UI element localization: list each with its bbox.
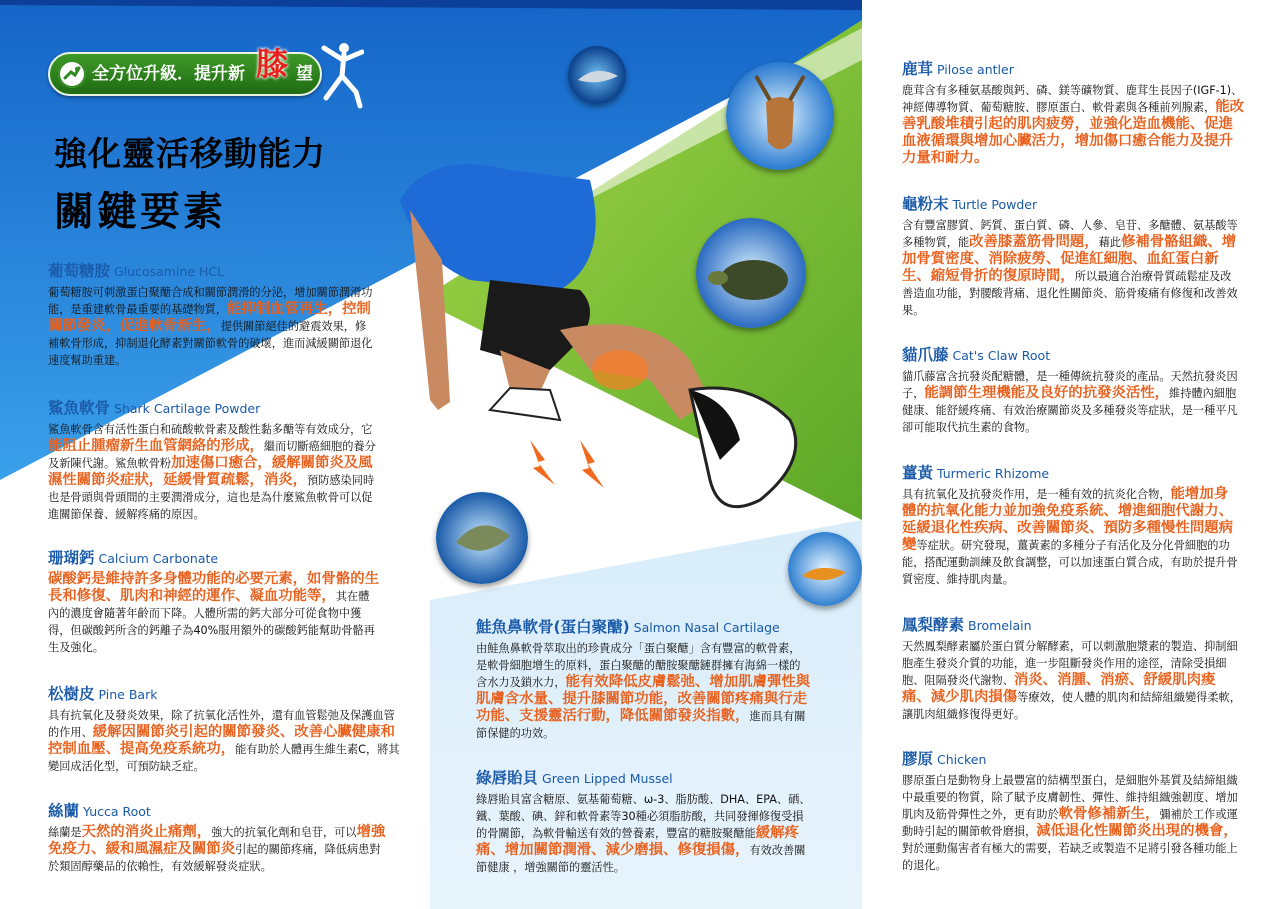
body-text: 提供關節絕佳的避震效果，修補軟骨形成，抑制退化酵素對關節軟骨的破壞，進而減緩關節退化速度幫助重建。 [48,320,373,367]
body-text: 有效改善關節健康 ，增強關節的靈活性。 [476,844,806,874]
title-zh: 綠唇貽貝 [476,769,539,787]
title-zh: 鳳梨酵素 [902,616,965,634]
title-en: Green Lipped Mussel [542,771,673,786]
title-zh: 薑黃 [902,464,934,482]
section-bromelain [902,614,1242,723]
title-zh: 珊瑚鈣 [48,549,95,567]
body-text: 能有助於人體再生維生素C，將其變回成活化型，可預防缺乏症。 [48,743,400,773]
body-highlight: 軟骨修補新生， [1058,806,1160,822]
body-text: 葡萄糖胺可刺激蛋白聚醣合成和關節潤滑的分泌，增加關節潤滑功能，是重建軟骨最重要的基礎物質， [48,286,373,316]
body-highlight: 能改善乳酸堆積引起的肌肉疲勞，並強化造血機能、促進血液循環與增加心臟活力，增加傷口癒合能力及提升力量和耐力。 [902,99,1245,166]
body-highlight: 修補骨骼組織、增加骨質密度、消除疲勞、促進紅細胞、血紅蛋白新生、縮短骨折的復原時間， [902,234,1237,284]
section-body [902,217,1242,319]
yoga-pose-icon [318,40,364,110]
body-highlight: 能增加身體的抗氧化能力並加強免疫系統、增進細胞代謝力、延緩退化性疾病、改善關節炎、預防多種慢性問題病變 [902,486,1233,553]
body-text: 其在體內的濃度會隨著年齡而下降。人體所需的鈣大部分可從食物中獲得，但碳酸鈣所含的鈣離子為40%服用額外的碳酸鈣能幫助骨骼再生及強化。 [48,590,375,654]
title-en: Chicken [937,752,987,767]
section-body [902,638,1242,723]
body-text: 膠原蛋白是動物身上最豐富的結構型蛋白，是細胞外基質及結締組織中最重要的物質，除了賦予皮膚韌性、彈性、維持組織強韌度、增加肌肉及筋骨彈性之外，更有助於 [902,774,1238,821]
section-salmon [476,616,811,742]
section-title [48,260,373,283]
title-zh: 龜粉末 [902,195,949,213]
title-zh: 鹿茸 [902,60,934,78]
badge-tail-char: 望 [296,64,313,84]
turtle-image [696,218,806,328]
body-highlight: 能阻止腫瘤新生血管網絡的形成， [48,438,264,454]
body-text: 繼而切斷癌細胞的養分及新陳代謝。鯊魚軟骨粉 [48,440,376,470]
section-body [48,571,380,656]
title-zh: 葡萄糖胺 [48,262,111,280]
title-en: Cat's Claw Root [952,348,1051,363]
body-text: 天然鳳梨酵素屬於蛋白質分解酵素，可以刺激胞漿素的製造、抑制細胞產生發炎介質的功能，進一步阻斷發炎作用的途徑，清除受損細胞、阻隔發炎代謝物、 [902,640,1238,687]
section-pinebark [48,683,403,775]
headline-line2: 關鍵要素 [54,189,226,235]
title-en: Yucca Root [83,804,151,819]
body-text: 引起的關節疼痛，降低病患對於類固醇藥品的依賴性，有效緩解發炎症狀。 [48,843,381,873]
title-en: Pilose antler [937,62,1014,77]
title-zh: 松樹皮 [48,685,95,703]
section-glucosamine [48,260,373,369]
section-title [902,193,1242,216]
headline-line1: 強化靈活移動能力 [54,134,326,173]
section-body [476,791,811,876]
section-title [48,397,380,420]
title-zh: 絲蘭 [48,802,80,820]
body-highlight: 消炎、消腫、消瘀、舒緩肌肉痠痛、減少肌肉損傷 [902,672,1216,705]
section-title [48,683,403,706]
title-en: Pine Bark [98,687,158,702]
runner-illustration [390,140,840,540]
deer-image [726,62,834,170]
body-text: 對於運動傷害者有極大的需要，若缺乏或製造不足將引發各種功能上的退化。 [902,842,1238,872]
title-en: Calcium Carbonate [98,551,219,566]
section-body [48,707,403,775]
section-title [902,58,1247,81]
section-title [902,614,1242,637]
section-body [902,486,1242,588]
section-body [48,284,373,369]
body-highlight: 能抑制血管再生，控制關節發炎，促進軟骨新生， [48,301,371,334]
body-highlight: 碳酸鈣是維持許多身體功能的必要元素，如骨骼的生長和修復、肌肉和神經的運作、凝血功能等， [48,571,379,604]
title-en: Turtle Powder [952,197,1038,212]
title-zh: 膠原 [902,750,934,768]
body-highlight: 改善膝蓋筋骨問題， [969,234,1099,250]
section-title [48,800,388,823]
section-collagen [902,748,1242,874]
body-text: 由鮭魚鼻軟骨萃取出的珍貴成分「蛋白聚醣」含有豐富的軟骨素，是軟骨細胞增生的原料，蛋白聚醣的醣胺聚醣鏈群擁有海綿一樣的含水力及鎖水力， [476,642,801,689]
body-highlight: 能調節生理機能及良好的抗發炎活性， [924,385,1170,401]
title-en: Glucosamine HCL [114,264,225,279]
section-body [902,368,1242,436]
body-text: 等症狀。研究發現，薑黃素的多種分子有活化及分化骨細胞的功能，搭配運動訓練及飲食調整，可以加速蛋白質合成，有助於提升骨質密度、維持肌肉量。 [902,539,1238,586]
section-body [902,772,1242,874]
body-text: 鹿茸含有多種氨基酸與鈣、磷、鎂等礦物質、鹿茸生長因子(IGF-1)、神經傳導物質、葡萄糖胺、膠原蛋白、軟骨素與各種前列腺素， [902,84,1243,114]
section-turmeric [902,462,1242,588]
body-text: 強大的抗氧化劑和皂苷，可以 [211,826,357,839]
body-text: 藉此 [1098,236,1122,249]
section-title [476,767,811,790]
runner-logo-icon [58,60,86,88]
body-text: 鯊魚軟骨含有活性蛋白和硫酸軟骨素及酸性黏多醣等有效成分，它 [48,423,373,436]
salmon-image [436,492,528,584]
body-text: 進而具有關節保健的功效。 [476,710,806,740]
body-text: 絲蘭是 [48,826,82,839]
section-title [902,344,1242,367]
section-title [48,547,380,570]
body-highlight: 加速傷口癒合，緩解關節炎及風濕性關節炎症狀，延緩骨質疏鬆，消炎， [48,455,373,488]
section-title [902,462,1242,485]
title-en: Turmeric Rhizome [937,466,1050,481]
section-turtle [902,193,1242,319]
section-antler [902,58,1247,167]
section-shark [48,397,380,523]
title-en: Bromelain [968,618,1032,633]
right-panel [862,0,1280,909]
slogan-badge [48,45,322,96]
body-highlight: 能有效降低皮膚鬆弛、增加肌膚彈性與肌膚含水量、提升膝關節功能，改善關節疼痛與行走功能、支援靈活行動，降低關節發炎指數， [476,674,811,724]
section-mussel [476,767,811,876]
body-text: 含有豐富膠質、鈣質、蛋白質、磷、人參、皂苷、多醣體、氨基酸等多種物質，能 [902,219,1238,249]
section-calcium [48,547,380,656]
badge-knee-char: 膝 [256,45,289,83]
body-highlight: 減低退化性關節炎出現的機會， [1036,823,1238,839]
title-en: Salmon Nasal Cartilage [633,620,780,635]
section-yucca [48,800,388,875]
body-text: 綠唇貽貝富含糖原、氨基葡萄糖、ω-3、脂肪酸、DHA、EPA、硒、鐵、葉酸、碘、鋅和軟骨素等30種必須脂肪酸，共同發揮修復受損的骨關節，為軟骨輸送有效的營養素，豐富的糖胺聚醣能 [476,793,811,840]
body-text: 彌補於工作或運動時引起的關節軟骨磨損， [902,808,1238,838]
title-en: Shark Cartilage Powder [114,401,261,416]
title-zh: 鯊魚軟骨 [48,399,111,417]
body-text: 等療效，使人體的肌肉和結締組織變得柔軟，讓肌肉組織修復得更好。 [902,691,1241,721]
body-highlight: 緩解疼痛、增加關節潤滑、減少磨損、修復損傷， [476,825,799,858]
section-title [902,748,1242,771]
section-body [902,82,1247,167]
body-text: 維持體內細胞健康、能舒緩疼痛、有效治療關節炎及多種發炎等症狀，是一種平凡卻可能取代抗生素的食物。 [902,387,1238,434]
turmeric-image [788,532,862,606]
body-highlight: 天然的消炎止痛劑， [81,824,212,840]
shark-image [568,46,626,104]
body-text: 具有抗氧化及發炎效果，除了抗氧化活性外，還有血管鬆弛及保護血管的作用、 [48,709,395,739]
section-title [476,616,811,639]
title-zh: 鮭魚鼻軟骨(蛋白聚醣) [476,618,630,636]
body-text: 貓爪藤富含抗發炎配糖體，是一種傳統抗發炎的產品。天然抗發炎因子， [902,370,1238,400]
section-body [48,824,388,875]
section-body [476,640,811,742]
body-text: 預防感染同時也是骨頭與骨頭間的主要潤滑成分，這也是為什麼鯊魚軟骨可以促進關節保養、緩解疼痛的原因。 [48,474,375,521]
body-text: 所以最適合治療骨質疏鬆症及改善造血功能，對腰酸背痛、退化性關節炎、筋骨痠痛有修復和改善效果。 [902,270,1238,317]
body-highlight: 增強免疫力、緩和風濕症及關節炎 [48,824,386,857]
title-zh: 貓爪藤 [902,346,949,364]
body-text: 具有抗氧化及抗發炎作用，是一種有效的抗炎化合物， [902,488,1171,501]
body-highlight: 緩解因關節炎引起的關節發炎、改善心臟健康和控制血壓、提高免疫系統功， [48,724,395,757]
section-body [48,421,380,523]
section-catsclaw [902,344,1242,436]
badge-text: 全方位升級．提升新 [92,64,245,84]
